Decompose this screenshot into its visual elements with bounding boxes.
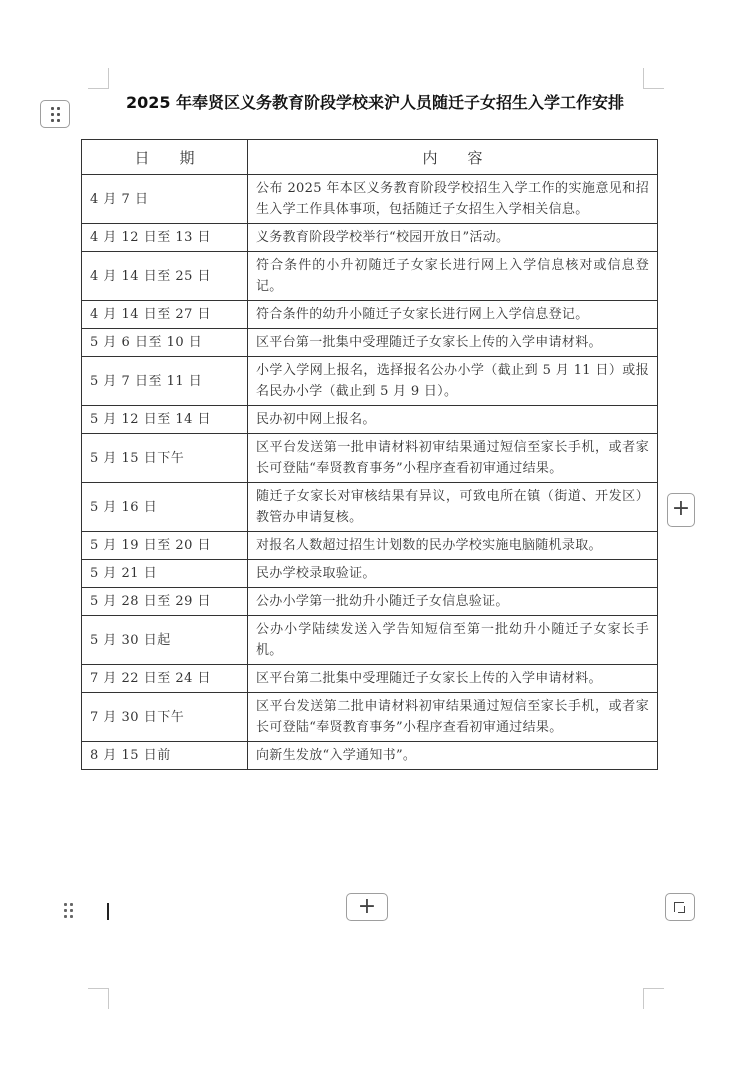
table-row	[82, 693, 658, 742]
header-content[interactable]: 内 容	[248, 140, 658, 175]
table-row	[82, 588, 658, 616]
date-cell[interactable]: 5 月 6 日至 10 日	[82, 329, 248, 357]
content-cell[interactable]: 区平台发送第一批申请材料初审结果通过短信至家长手机，或者家长可登陆“奉贤教育事务”小程序查看初审通过结果。	[248, 434, 658, 483]
content-cell[interactable]: 民办学校录取验证。	[248, 560, 658, 588]
date-cell[interactable]: 5 月 7 日至 11 日	[82, 357, 248, 406]
date-cell[interactable]: 5 月 15 日下午	[82, 434, 248, 483]
table-row	[82, 483, 658, 532]
table-row	[82, 616, 658, 665]
table-row	[82, 742, 658, 770]
content-cell[interactable]: 区平台发送第二批申请材料初审结果通过短信至家长手机，或者家长可登陆“奉贤教育事务”小程序查看初审通过结果。	[248, 693, 658, 742]
drag-handle-icon	[51, 107, 60, 122]
content-cell[interactable]: 公办小学陆续发送入学告知短信至第一批幼升小随迁子女家长手机。	[248, 616, 658, 665]
table-move-handle[interactable]	[40, 100, 70, 128]
date-cell[interactable]: 4 月 14 日至 27 日	[82, 301, 248, 329]
content-cell[interactable]: 对报名人数超过招生计划数的民办学校实施电脑随机录取。	[248, 532, 658, 560]
content-cell[interactable]: 符合条件的小升初随迁子女家长进行网上入学信息核对或信息登记。	[248, 252, 658, 301]
table-row	[82, 175, 658, 224]
date-cell[interactable]: 5 月 28 日至 29 日	[82, 588, 248, 616]
table-row	[82, 406, 658, 434]
add-column-button[interactable]	[667, 493, 695, 527]
date-cell[interactable]: 4 月 12 日至 13 日	[82, 224, 248, 252]
date-cell[interactable]: 8 月 15 日前	[82, 742, 248, 770]
table-header-row	[82, 140, 658, 175]
header-date[interactable]: 日 期	[82, 140, 248, 175]
add-row-button[interactable]	[346, 893, 388, 921]
content-cell[interactable]: 向新生发放“入学通知书”。	[248, 742, 658, 770]
date-cell[interactable]: 5 月 19 日至 20 日	[82, 532, 248, 560]
drag-handle-icon	[64, 903, 73, 918]
date-cell[interactable]: 5 月 16 日	[82, 483, 248, 532]
content-cell[interactable]: 符合条件的幼升小随迁子女家长进行网上入学信息登记。	[248, 301, 658, 329]
content-cell[interactable]: 民办初中网上报名。	[248, 406, 658, 434]
page-corner-mark-top-right	[643, 68, 664, 89]
content-cell[interactable]: 区平台第二批集中受理随迁子女家长上传的入学申请材料。	[248, 665, 658, 693]
content-cell[interactable]: 义务教育阶段学校举行“校园开放日”活动。	[248, 224, 658, 252]
table-row	[82, 560, 658, 588]
date-cell[interactable]: 5 月 21 日	[82, 560, 248, 588]
table-resize-handle[interactable]	[665, 893, 695, 921]
table-row	[82, 224, 658, 252]
schedule-table	[81, 139, 658, 770]
table-row	[82, 301, 658, 329]
plus-icon: +	[357, 894, 377, 919]
content-cell[interactable]: 区平台第一批集中受理随迁子女家长上传的入学申请材料。	[248, 329, 658, 357]
date-cell[interactable]: 7 月 22 日至 24 日	[82, 665, 248, 693]
content-cell[interactable]: 公布 2025 年本区义务教育阶段学校招生入学工作的实施意见和招生入学工作具体事项，包括随迁子女招生入学相关信息。	[248, 175, 658, 224]
date-cell[interactable]: 5 月 30 日起	[82, 616, 248, 665]
resize-corner-icon	[674, 902, 684, 912]
table-row	[82, 434, 658, 483]
date-cell[interactable]: 4 月 7 日	[82, 175, 248, 224]
content-cell[interactable]: 小学入学网上报名，选择报名公办小学（截止到 5 月 11 日）或报名民办小学（截止到 5 月 9 日）。	[248, 357, 658, 406]
date-cell[interactable]: 5 月 12 日至 14 日	[82, 406, 248, 434]
table-row	[82, 357, 658, 406]
table-row	[82, 329, 658, 357]
content-cell[interactable]: 随迁子女家长对审核结果有异议，可致电所在镇（街道、开发区）教管办申请复核。	[248, 483, 658, 532]
document-title: 2025 年奉贤区义务教育阶段学校来沪人员随迁子女招生入学工作安排	[125, 93, 625, 112]
page-corner-mark-top-left	[88, 68, 109, 89]
date-cell[interactable]: 7 月 30 日下午	[82, 693, 248, 742]
text-cursor	[107, 903, 109, 920]
table-row	[82, 252, 658, 301]
table-row	[82, 665, 658, 693]
paragraph-drag-handle[interactable]	[60, 899, 76, 921]
content-cell[interactable]: 公办小学第一批幼升小随迁子女信息验证。	[248, 588, 658, 616]
plus-icon: +	[671, 496, 691, 521]
page-corner-mark-bottom-right	[643, 988, 664, 1009]
date-cell[interactable]: 4 月 14 日至 25 日	[82, 252, 248, 301]
page-corner-mark-bottom-left	[88, 988, 109, 1009]
table-row	[82, 532, 658, 560]
